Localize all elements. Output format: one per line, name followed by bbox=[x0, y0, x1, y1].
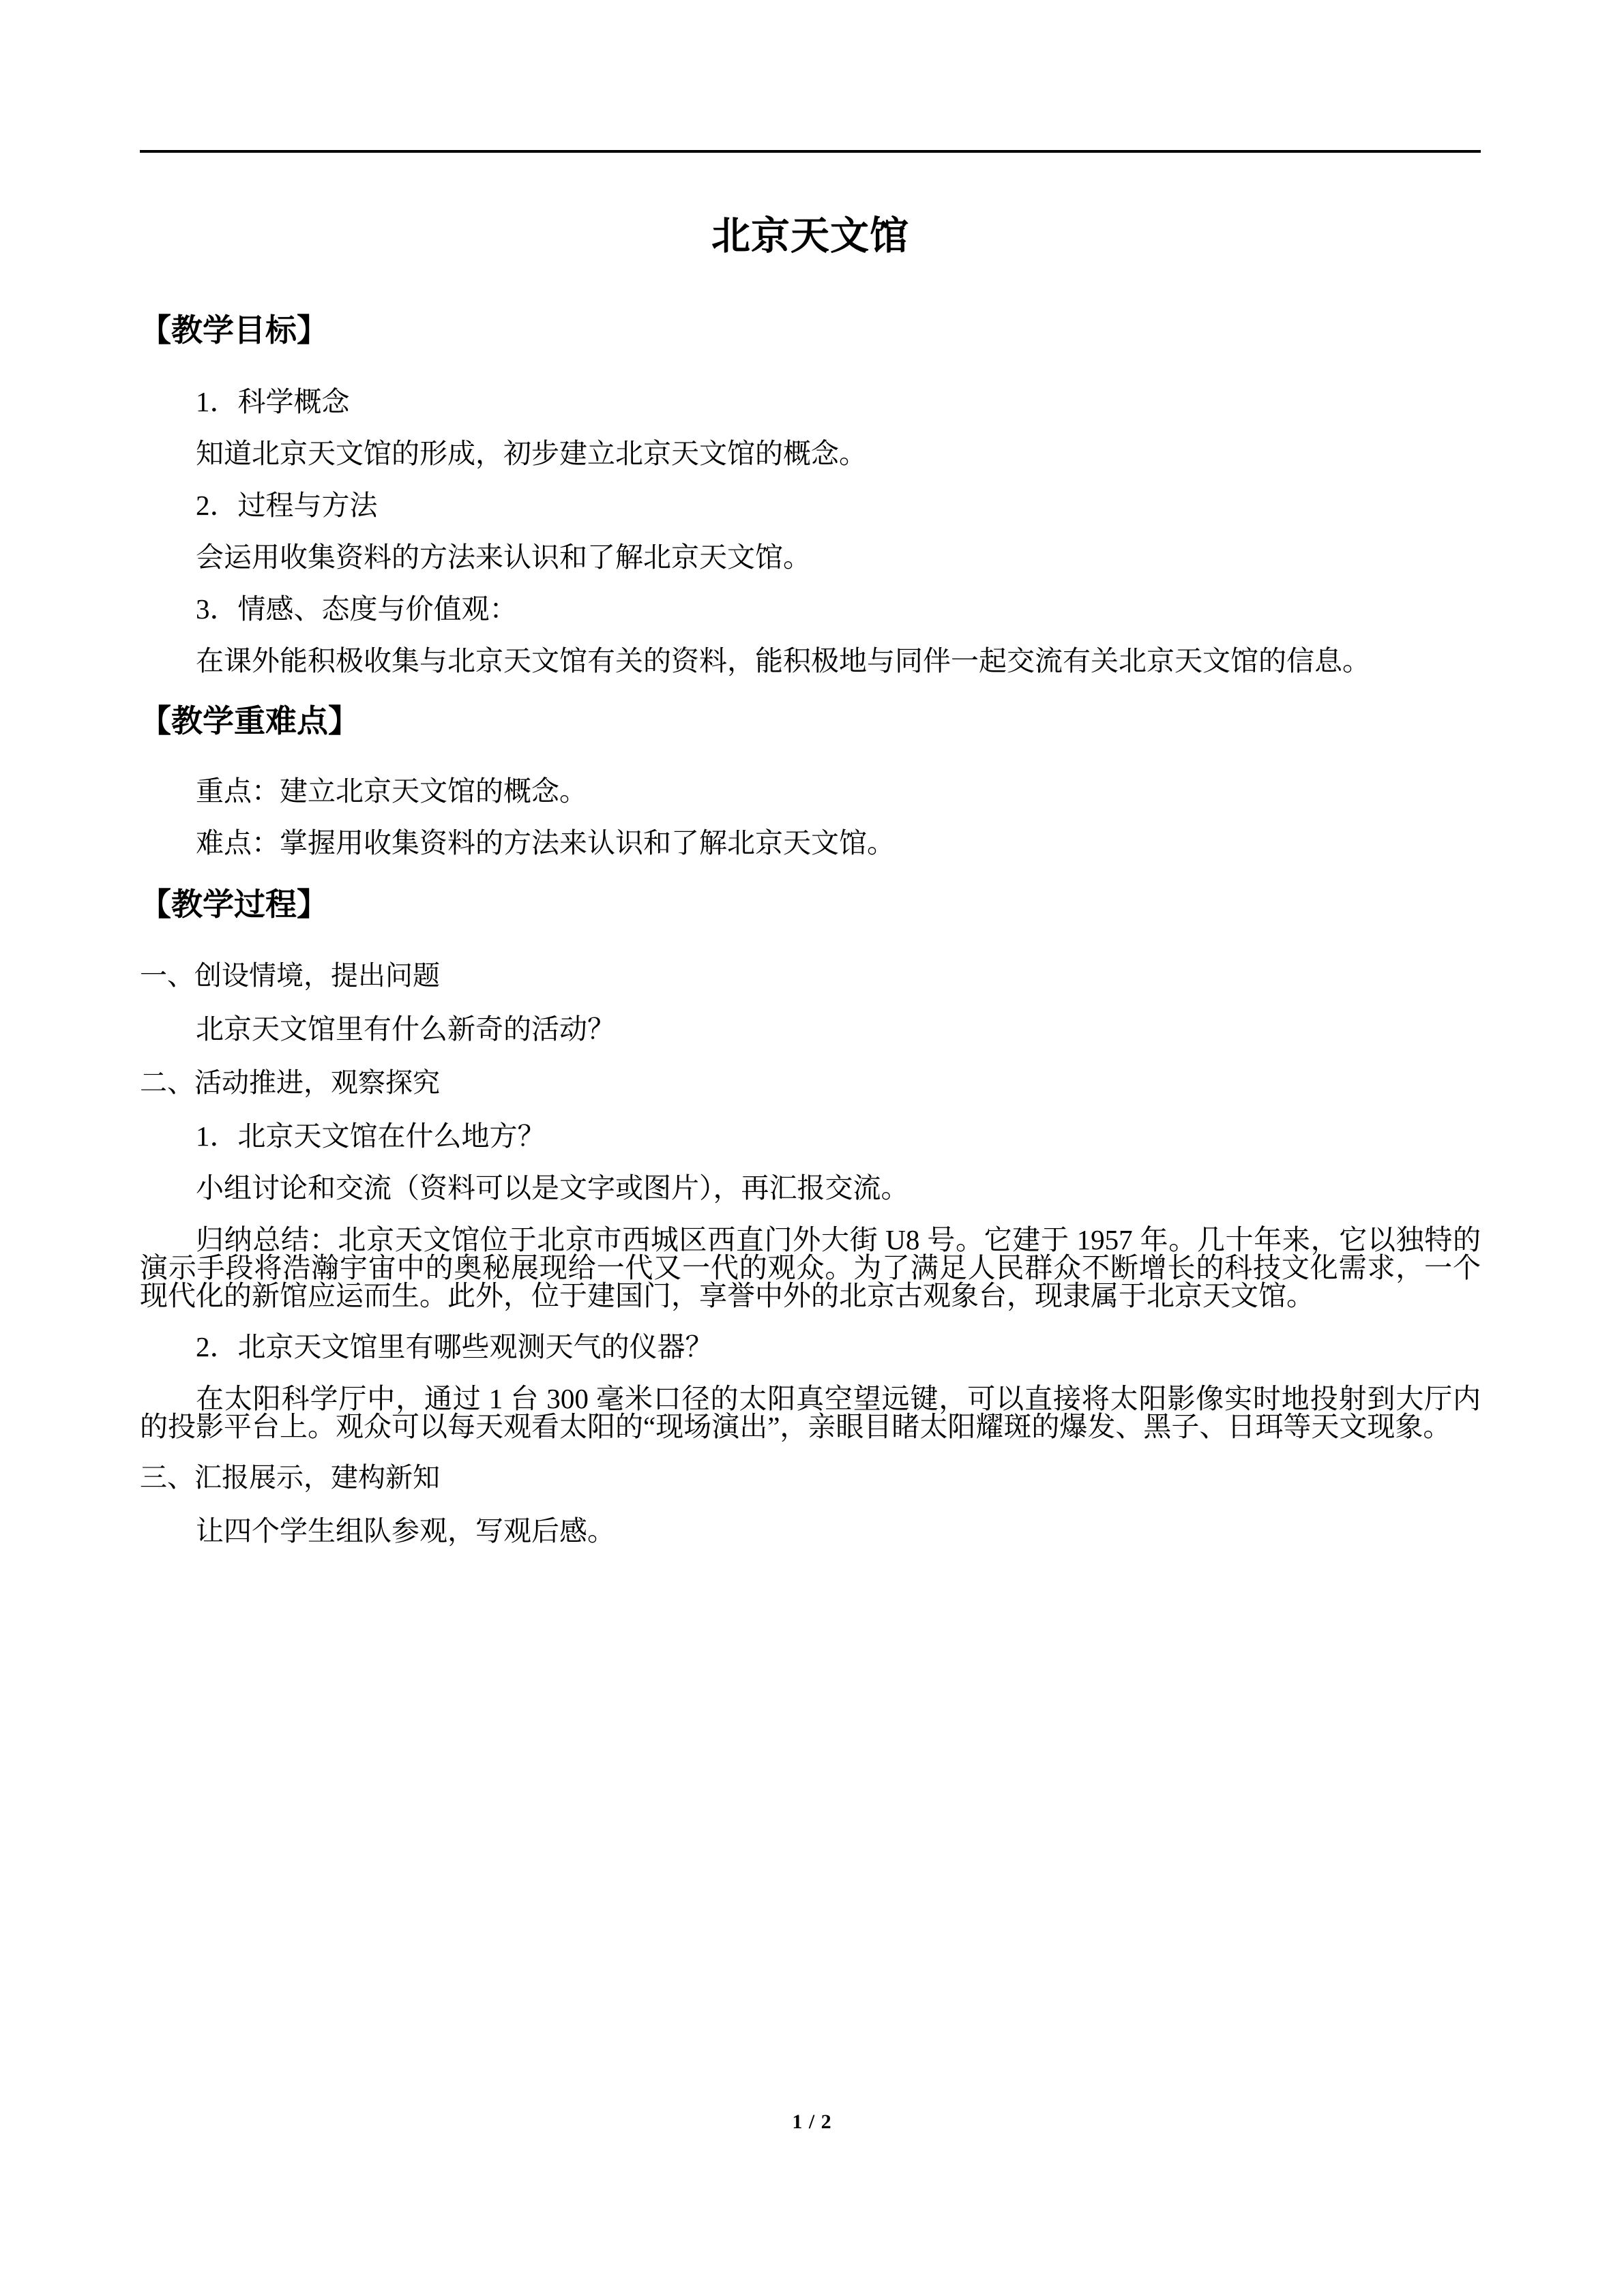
page-footer bbox=[0, 2111, 1624, 2134]
page-title: 北京天文馆 bbox=[711, 213, 909, 258]
section-heading-process: 【教学过程】 bbox=[140, 886, 328, 923]
key-point-text: 重点：建立北京天文馆的概念。 bbox=[196, 775, 587, 807]
objective-item-1-text: 知道北京天文馆的形成，初步建立北京天文馆的概念。 bbox=[196, 438, 867, 469]
process-step-three-body: 让四个学生组队参观，写观后感。 bbox=[196, 1515, 615, 1547]
process-step-one-heading: 一、创设情境，提出问题 bbox=[140, 960, 440, 992]
objective-item-1-label: 1．科学概念 bbox=[196, 386, 350, 417]
process-question-1: 1．北京天文馆在什么地方？ bbox=[196, 1120, 546, 1152]
process-step-one-body: 北京天文馆里有什么新奇的活动？ bbox=[196, 1013, 615, 1045]
section-heading-objectives: 【教学目标】 bbox=[140, 312, 328, 348]
header-rule bbox=[140, 150, 1481, 153]
process-step-three-heading: 三、汇报展示，建构新知 bbox=[140, 1462, 440, 1493]
process-question-2: 2．北京天文馆里有哪些观测天气的仪器？ bbox=[196, 1331, 713, 1362]
process-question-1-activity: 小组讨论和交流（资料可以是文字或图片），再汇报交流。 bbox=[196, 1172, 909, 1204]
objective-item-2-label: 2．过程与方法 bbox=[196, 490, 378, 521]
process-question-2-answer: 在太阳科学厅中，通过 1 台 300 毫米口径的太阳真空望远键，可以直接将太阳影像实时地投射到大厅内的投影平台上。观众可以每天观看太阳的“现场演出”，亲眼目睹太阳耀斑的爆发、黑子、日珥等天文现象。 bbox=[140, 1383, 1481, 1442]
section-heading-key-difficulties: 【教学重难点】 bbox=[140, 702, 359, 739]
objective-item-3-label: 3．情感、态度与价值观： bbox=[196, 593, 518, 625]
process-question-1-summary: 归纳总结：北京天文馆位于北京市西城区西直门外大街 U8 号。它建于 1957 年。几十年来，它以独特的演示手段将浩瀚宇宙中的奥秘展现给一代又一代的观众。为了满足人民群众不断增长的科技文化需求，一个现代化的新馆应运而生。此外，位于建国门，享誉中外的北京古观象台，现隶属于北京天文馆。 bbox=[140, 1224, 1481, 1311]
difficult-point-text: 难点：掌握用收集资料的方法来认识和了解北京天文馆。 bbox=[196, 827, 895, 859]
objective-item-2-text: 会运用收集资料的方法来认识和了解北京天文馆。 bbox=[196, 541, 811, 573]
document-body bbox=[140, 176, 1481, 1545]
process-step-two-heading: 二、活动推进，观察探究 bbox=[140, 1067, 440, 1099]
page-number: 1 / 2 bbox=[792, 2111, 832, 2133]
page-header bbox=[0, 0, 1624, 157]
objective-item-3-text: 在课外能积极收集与北京天文馆有关的资料，能积极地与同伴一起交流有关北京天文馆的信息。 bbox=[196, 645, 1370, 676]
